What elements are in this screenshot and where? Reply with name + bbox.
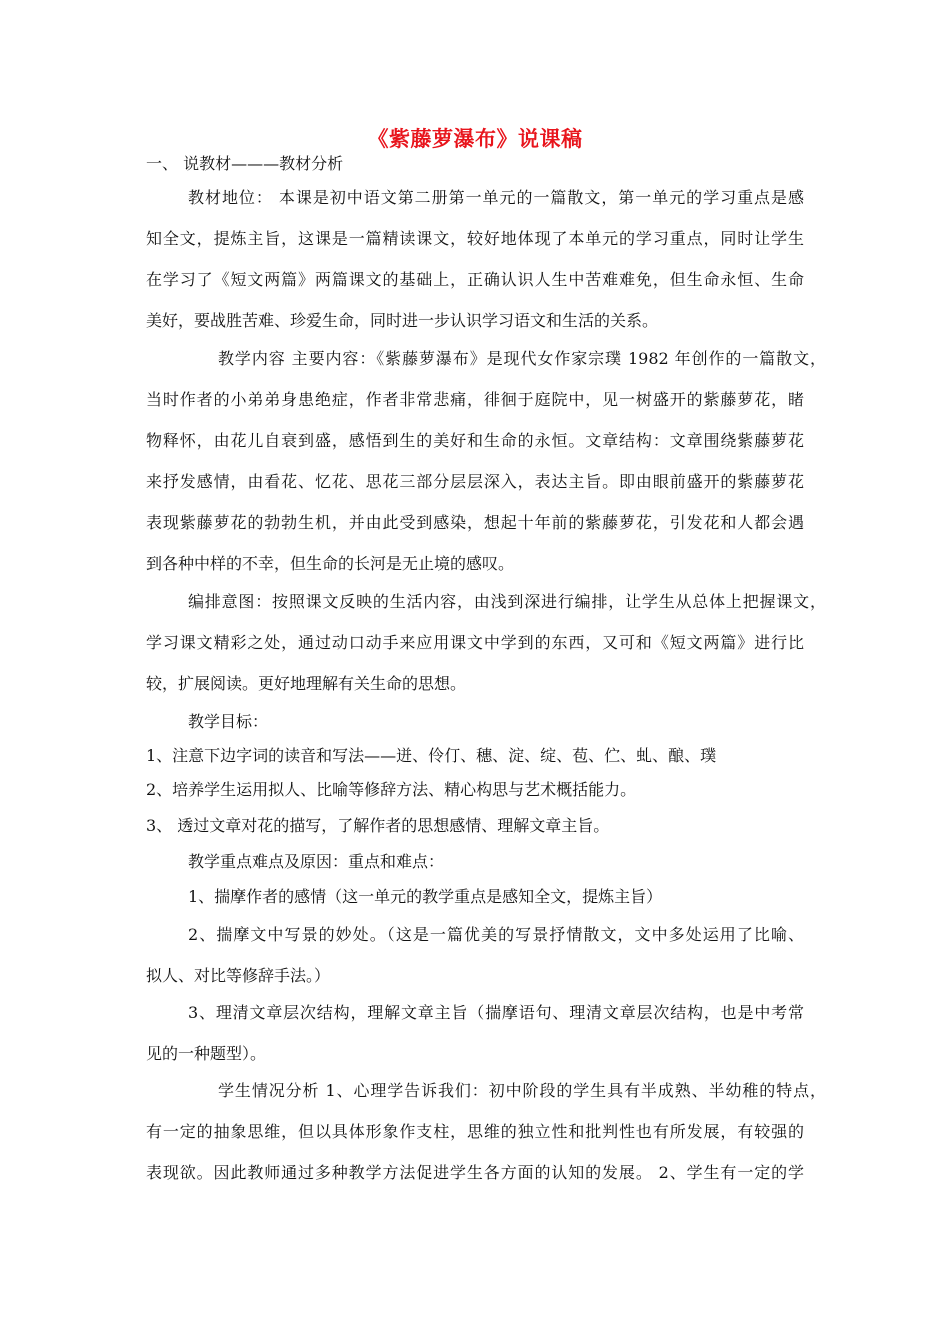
keypoint-item: 3、理清文章层次结构，理解文章主旨（揣摩语句、理清文章层次结构，也是中考常	[188, 1003, 804, 1022]
keypoints-heading: 教学重点难点及原因：重点和难点：	[188, 852, 445, 871]
paragraph-line: 来抒发感情，由看花、忆花、思花三部分层层深入，表达主旨。即由眼前盛开的紫藤萝花	[146, 472, 804, 491]
paragraph-line: 有一定的抽象思维，但以具体形象作支柱，思维的独立性和批判性也有所发展，有较强的	[146, 1122, 804, 1141]
paragraph-line: 教学内容 主要内容：《紫藤萝瀑布》是现代女作家宗璞 1982 年创作的一篇散文，	[218, 349, 826, 368]
paragraph-line: 学生情况分析 1、心理学告诉我们：初中阶段的学生具有半成熟、半幼稚的特点，	[218, 1081, 826, 1100]
document-title: 《紫藤萝瀑布》说课稿	[367, 126, 583, 151]
paragraph-line: 较，扩展阅读。更好地理解有关生命的思想。	[146, 674, 467, 693]
paragraph-line: 教材地位： 本课是初中语文第二册第一单元的一篇散文，第一单元的学习重点是感	[188, 188, 804, 207]
paragraph-line: 编排意图：按照课文反映的生活内容，由浅到深进行编排，让学生从总体上把握课文，	[188, 592, 826, 611]
paragraph-line: 物释怀，由花儿自衰到盛，感悟到生的美好和生命的永恒。文章结构：文章围绕紫藤萝花	[146, 431, 804, 450]
paragraph-line: 当时作者的小弟弟身患绝症，作者非常悲痛，徘徊于庭院中，见一树盛开的紫藤萝花，睹	[146, 390, 804, 409]
paragraph-line: 学习课文精彩之处，通过动口动手来应用课文中学到的东西，又可和《短文两篇》进行比	[146, 633, 804, 652]
paragraph-line: 表现紫藤萝花的勃勃生机，并由此受到感染，想起十年前的紫藤萝花，引发花和人都会遇	[146, 513, 804, 532]
paragraph-line: 到各种中样的不幸，但生命的长河是无止境的感叹。	[146, 554, 515, 573]
paragraph-line: 表现欲。因此教师通过多种教学方法促进学生各方面的认知的发展。 2、学生有一定的学	[146, 1163, 804, 1182]
keypoint-item: 见的一种题型）。	[146, 1044, 267, 1063]
paragraph-line: 在学习了《短文两篇》两篇课文的基础上，正确认识人生中苦难难免，但生命永恒、生命	[146, 270, 804, 289]
goals-heading: 教学目标：	[188, 712, 269, 731]
keypoint-item: 拟人、对比等修辞手法。）	[146, 966, 331, 985]
section-heading: 一、 说教材———教材分析	[146, 154, 344, 173]
paragraph-line: 知全文，提炼主旨，这课是一篇精读课文，较好地体现了本单元的学习重点，同时让学生	[146, 229, 804, 248]
goal-item: 3、 透过文章对花的描写，了解作者的思想感情、理解文章主旨。	[146, 816, 610, 835]
goal-item: 2、培养学生运用拟人、比喻等修辞方法、精心构思与艺术概括能力。	[146, 780, 637, 799]
goal-item: 1、注意下边字词的读音和写法——迸、伶仃、穗、淀、绽、苞、伫、虬、酿、璞	[146, 746, 717, 765]
keypoint-item: 2、揣摩文中写景的妙处。（这是一篇优美的写景抒情散文，文中多处运用了比喻、	[188, 925, 804, 944]
keypoint-item: 1、揣摩作者的感情（这一单元的教学重点是感知全文，提炼主旨）	[188, 887, 663, 906]
paragraph-line: 美好，要战胜苦难、珍爱生命，同时进一步认识学习语文和生活的关系。	[146, 311, 659, 330]
